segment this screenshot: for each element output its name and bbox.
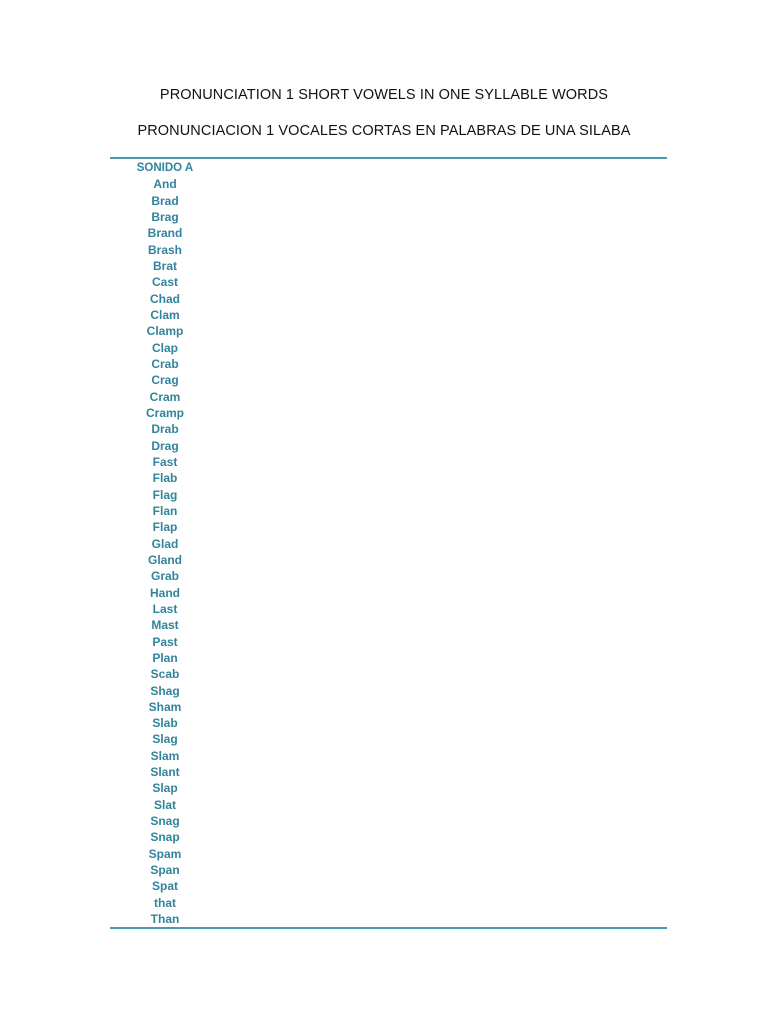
word-item: Slab	[152, 716, 178, 731]
word-item: Brag	[151, 209, 179, 224]
word-item: Chad	[150, 291, 180, 306]
table-bottom-rule	[110, 927, 667, 929]
word-item: Drab	[151, 422, 179, 437]
word-item: Flan	[152, 503, 178, 518]
word-item: Flap	[152, 520, 178, 535]
word-item: Crab	[151, 356, 179, 371]
word-item: Brat	[152, 258, 177, 273]
word-item: Cramp	[145, 405, 184, 420]
word-item: Scab	[150, 667, 180, 682]
word-item: Past	[152, 634, 178, 649]
word-item: Cram	[149, 389, 181, 404]
word-item: Brand	[147, 226, 183, 241]
word-column	[110, 160, 220, 927]
word-item: Drag	[151, 438, 179, 453]
word-item: Shag	[150, 683, 180, 698]
word-item: Slant	[150, 765, 180, 780]
word-item: Clam	[150, 307, 180, 322]
word-item: And	[153, 177, 177, 192]
word-item: Cast	[151, 275, 178, 290]
word-item: Clap	[151, 340, 178, 355]
word-item: Than	[150, 912, 180, 927]
word-item: Glad	[151, 536, 179, 551]
column-header: SONIDO A	[136, 162, 194, 174]
word-item: Gland	[147, 552, 182, 567]
word-item: Flag	[152, 487, 178, 502]
word-item: Slap	[152, 781, 178, 796]
word-item: Plan	[152, 650, 178, 665]
word-item: Slag	[152, 732, 178, 747]
word-item: Brash	[147, 242, 182, 257]
word-item: Mast	[151, 618, 179, 633]
word-item: Span	[150, 863, 180, 878]
word-item: Brad	[151, 193, 179, 208]
word-item: Clamp	[146, 324, 184, 339]
table-top-rule	[110, 157, 667, 159]
word-item: Hand	[150, 585, 180, 600]
word-list	[110, 176, 220, 927]
word-item: Flab	[152, 471, 178, 486]
document-title-english: PRONUNCIATION 1 SHORT VOWELS IN ONE SYLLABLE WORDS	[159, 87, 609, 103]
word-item: Fast	[152, 454, 178, 469]
word-item: Crag	[151, 373, 179, 388]
word-item: Snag	[150, 814, 180, 829]
word-item: Sham	[148, 699, 182, 714]
word-item: Spat	[151, 879, 178, 894]
word-item: Grab	[150, 569, 179, 584]
document-title-spanish: PRONUNCIACION 1 VOCALES CORTAS EN PALABRAS DE UNA SILABA	[137, 123, 631, 139]
word-item: Spam	[148, 846, 182, 861]
word-item: Slam	[150, 748, 180, 763]
word-item: Slat	[153, 797, 176, 812]
word-item: Last	[152, 601, 178, 616]
word-item: Snap	[150, 830, 180, 845]
word-item: that	[154, 895, 176, 910]
